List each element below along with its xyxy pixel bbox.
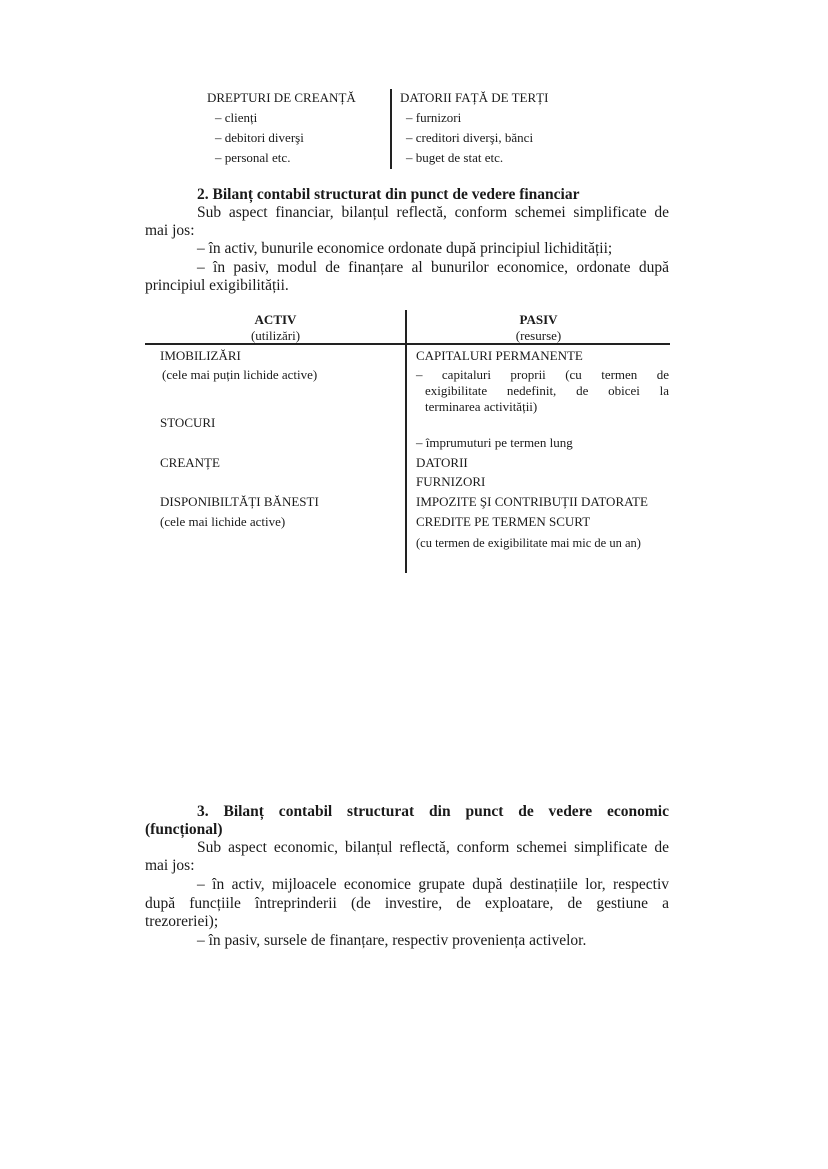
right-item: – creditori diverşi, bănci: [406, 130, 534, 145]
pasiv-row: (cu termen de exigibilitate mai mic de un an): [416, 536, 641, 550]
pasiv-row: exigibilitate nedefinit, de obicei la: [425, 383, 669, 398]
pasiv-subtitle: (resurse): [515, 328, 562, 343]
pasiv-row: FURNIZORI: [416, 474, 486, 489]
right-title: DATORII FAȚĂ DE TERȚI: [400, 90, 549, 105]
paragraph-line: principiul exigibilității.: [145, 277, 289, 294]
pasiv-row: IMPOZITE ŞI CONTRIBUȚII DATORATE: [416, 494, 648, 509]
paragraph-line: trezoreriei);: [145, 913, 219, 930]
left-item: – personal etc.: [215, 150, 291, 165]
right-item: – furnizori: [406, 110, 462, 125]
left-title: DREPTURI DE CREANȚĂ: [207, 90, 356, 105]
pasiv-row: terminarea activității): [425, 399, 538, 414]
pasiv-row: CAPITALURI PERMANENTE: [416, 348, 583, 363]
paragraph-line: Sub aspect financiar, bilanțul reflectă, conform schemei simplificate de: [197, 204, 669, 221]
activ-row: IMOBILIZĂRI: [160, 348, 241, 363]
table-header-rule: [145, 343, 670, 345]
table-divider: [405, 310, 407, 573]
paragraph-line: mai jos:: [145, 222, 195, 239]
left-item: – clienți: [215, 110, 258, 125]
pasiv-row: – împrumuturi pe termen lung: [416, 435, 573, 450]
activ-subtitle: (utilizări): [250, 328, 301, 343]
paragraph-line: – în activ, mijloacele economice grupate după destinațiile lor, respectiv: [197, 876, 669, 893]
paragraph-line: Sub aspect economic, bilanțul reflectă, conform schemei simplificate de: [197, 839, 669, 856]
paragraph-line: mai jos:: [145, 857, 195, 874]
pasiv-title: PASIV: [519, 312, 558, 327]
section-heading: 3. Bilanț contabil structurat din punct de vedere economic: [197, 803, 669, 820]
paragraph-line: – în activ, bunurile economice ordonate după principiul lichidității;: [197, 240, 613, 257]
right-item: – buget de stat etc.: [406, 150, 504, 165]
activ-row: CREANȚE: [160, 455, 220, 470]
scheme-divider: [390, 89, 392, 169]
pasiv-row: CREDITE PE TERMEN SCURT: [416, 514, 591, 529]
paragraph-line: – în pasiv, modul de finanțare al bunurilor economice, ordonate după: [197, 259, 669, 276]
activ-title: ACTIV: [254, 312, 297, 327]
pasiv-row: DATORII: [416, 455, 468, 470]
activ-row: DISPONIBILTĂȚI BĂNESTI: [160, 494, 319, 509]
left-item: – debitori diverşi: [215, 130, 304, 145]
pasiv-row: – capitaluri proprii (cu termen de: [416, 367, 669, 382]
section-heading: 2. Bilanț contabil structurat din punct de vedere financiar: [197, 186, 580, 203]
activ-row: STOCURI: [160, 415, 216, 430]
activ-row: (cele mai lichide active): [160, 514, 286, 529]
section-heading-cont: (funcțional): [145, 821, 223, 838]
paragraph-line: – în pasiv, sursele de finanțare, respectiv proveniența activelor.: [197, 932, 587, 949]
paragraph-line: după funcțiile întreprinderii (de investire, de exploatare, de gestiune a: [145, 895, 669, 912]
activ-row: (cele mai puțin lichide active): [162, 367, 318, 382]
